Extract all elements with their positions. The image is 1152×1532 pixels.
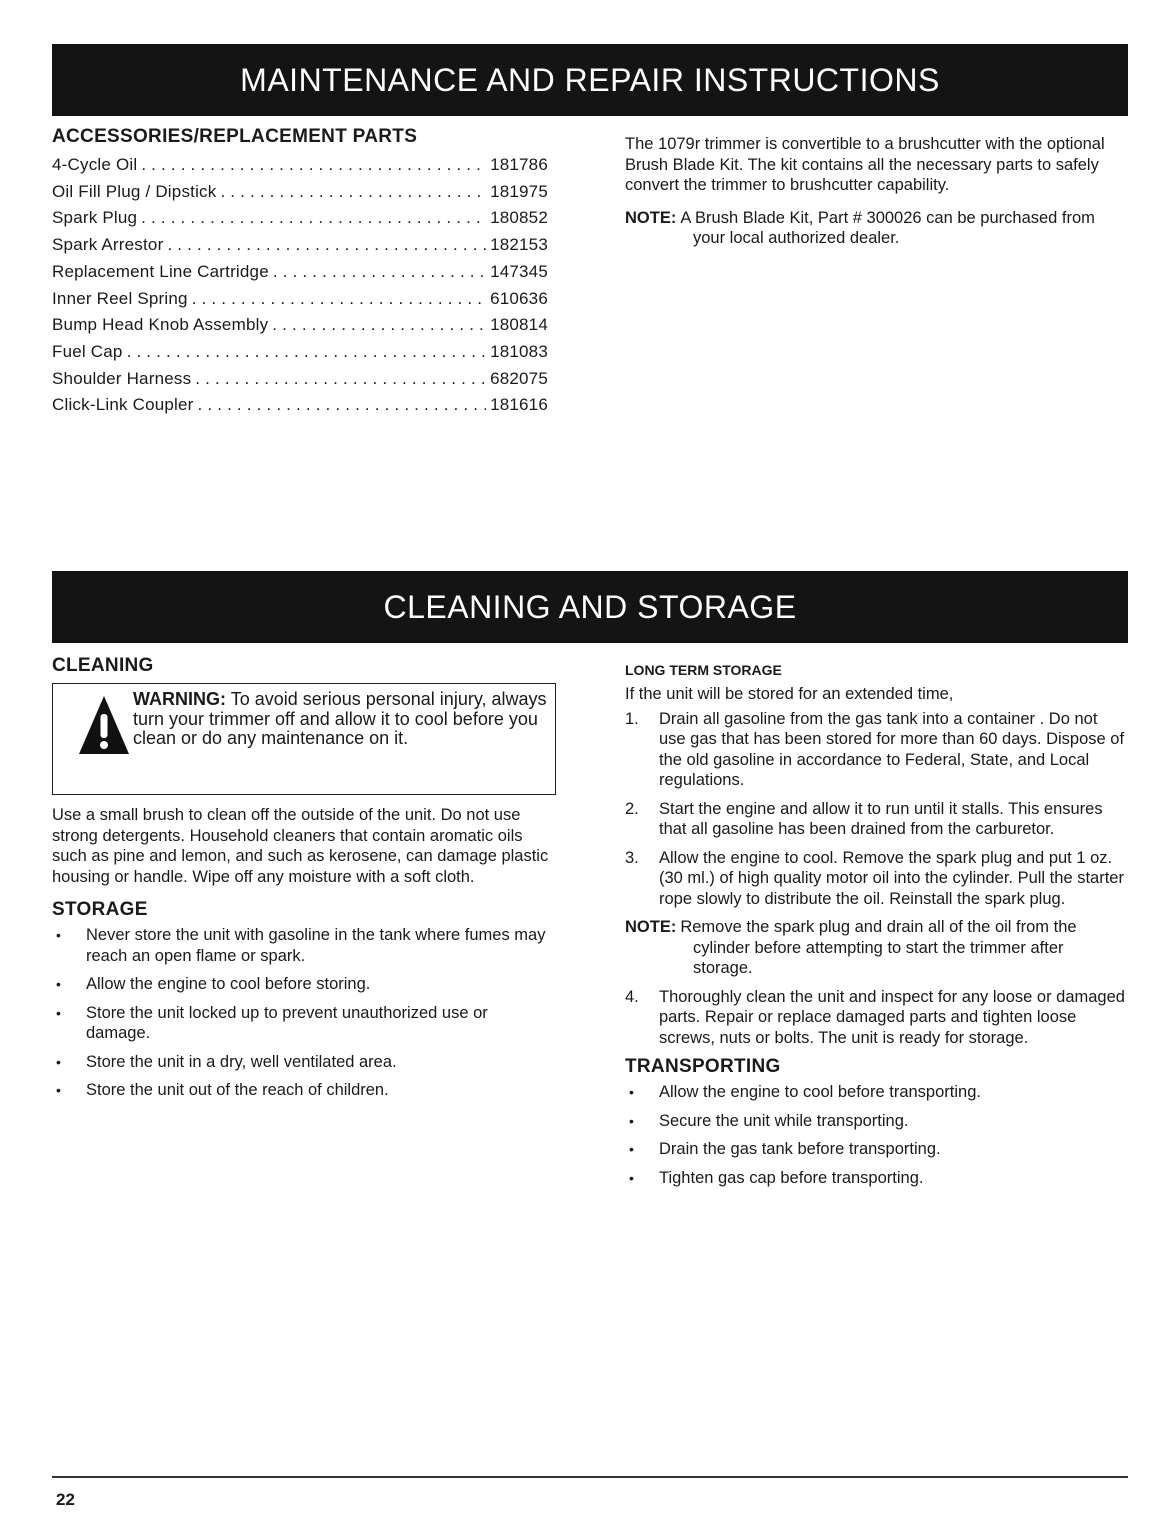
part-number: 182153	[490, 235, 548, 255]
part-name: Click-Link Coupler	[52, 395, 194, 415]
step-number: 2.	[625, 799, 639, 818]
list-item	[625, 987, 1125, 1049]
footer-divider	[52, 1476, 1128, 1478]
part-number: 147345	[490, 261, 548, 281]
transporting-list	[625, 1082, 1125, 1188]
long-term-steps-cont	[625, 987, 1125, 1049]
cleaning-heading: CLEANING	[52, 655, 154, 676]
warning-box	[52, 683, 556, 795]
part-number: 180814	[490, 315, 548, 335]
note-text: Remove the spark plug and drain all of the oil from the cylinder before attempting to start the trimmer after storage.	[680, 918, 1077, 977]
part-name: 4-Cycle Oil	[52, 155, 138, 174]
step-number: 3.	[625, 848, 639, 867]
list-item: • Allow the engine to cool before transporting.	[625, 1082, 1125, 1103]
list-item	[625, 799, 1125, 840]
list-item: • Tighten gas cap before transporting.	[625, 1168, 1125, 1189]
parts-list-item	[52, 366, 548, 393]
part-name: Bump Head Knob Assembly	[52, 315, 269, 335]
step-number: 1.	[625, 709, 639, 728]
list-item	[625, 848, 1125, 910]
parts-list-item	[52, 232, 548, 259]
step-text: Drain all gasoline from the gas tank into a container . Do not use gas that has been stored for more than 60 days. Dispose of the old gasoline in accordance to Federal, State, and Local regulations.	[659, 709, 1125, 789]
note-label: NOTE:	[625, 208, 677, 227]
parts-list	[52, 152, 548, 419]
cleaning-storage-section	[52, 655, 556, 1109]
part-name: Spark Plug	[52, 208, 138, 228]
storage-heading: STORAGE	[52, 899, 148, 920]
accessories-heading: ACCESSORIES/REPLACEMENT PARTS	[52, 126, 418, 147]
step-number: 4.	[625, 987, 639, 1006]
storage-list	[52, 925, 556, 1101]
list-item: • Secure the unit while transporting.	[625, 1111, 1125, 1132]
warning-label: WARNING:	[133, 689, 226, 709]
parts-list-item	[52, 312, 548, 339]
part-number: 181616	[490, 395, 548, 415]
page-number: 22	[56, 1490, 75, 1509]
accessories-section	[52, 126, 548, 419]
list-item: • Drain the gas tank before transporting.	[625, 1139, 1125, 1160]
note-text: A Brush Blade Kit, Part # 300026 can be purchased from your local authorized dealer.	[680, 208, 1095, 247]
long-term-intro: If the unit will be stored for an extended time,	[625, 685, 954, 703]
warning-message: To avoid serious personal injury, always turn your trimmer off and allow it to cool before you clean or do any maintenance on it.	[133, 689, 547, 748]
brushcutter-section	[625, 134, 1125, 249]
maintenance-banner-title: MAINTENANCE AND REPAIR INSTRUCTIONS	[240, 61, 940, 98]
list-item	[625, 709, 1125, 791]
part-number: 610636	[490, 288, 548, 308]
long-term-heading: LONG TERM STORAGE	[625, 662, 782, 678]
parts-list-item	[52, 339, 548, 366]
part-number: 181786	[490, 155, 548, 174]
list-item: • Allow the engine to cool before storing.	[52, 974, 556, 995]
list-item: • Never store the unit with gasoline in the tank where fumes may reach an open flame or spark.	[52, 925, 556, 966]
parts-list-item	[52, 392, 548, 419]
cleaning-text: Use a small brush to clean off the outside of the unit. Do not use strong detergents. Household cleaners that contain aromatic oils such as pine and lemon, and such as kerosene, can damage plastic housing or handle. Wipe off any moisture with a soft cloth.	[52, 806, 549, 886]
part-number: 180852	[490, 208, 548, 228]
part-name: Fuel Cap	[52, 341, 123, 361]
step-text: Start the engine and allow it to run until it stalls. This ensures that all gasoline has been drained from the carburetor.	[659, 799, 1103, 838]
maintenance-banner	[52, 44, 1128, 116]
part-number: 682075	[490, 368, 548, 388]
parts-list-item	[52, 205, 548, 232]
part-number: 181083	[490, 341, 548, 361]
parts-list-item	[52, 286, 548, 313]
part-name: Shoulder Harness	[52, 368, 192, 388]
warning-text	[133, 690, 547, 749]
note-label: NOTE:	[625, 918, 677, 936]
part-name: Oil Fill Plug / Dipstick	[52, 181, 217, 201]
parts-list-item	[52, 152, 548, 179]
long-term-section	[625, 662, 1125, 1196]
list-item: • Store the unit locked up to prevent unauthorized use or damage.	[52, 1003, 556, 1044]
list-item: • Store the unit out of the reach of children.	[52, 1080, 556, 1101]
cleaning-banner	[52, 571, 1128, 643]
part-name: Inner Reel Spring	[52, 288, 188, 308]
parts-list-item	[52, 259, 548, 286]
step-text: Thoroughly clean the unit and inspect for any loose or damaged parts. Repair or replace damaged parts and tighten loose screws, nuts or bolts. The unit is ready for storage.	[659, 987, 1125, 1047]
parts-list-item	[52, 179, 548, 206]
warning-triangle-icon	[77, 694, 131, 756]
storage-note	[625, 917, 1125, 979]
part-name: Spark Arrestor	[52, 235, 164, 255]
brushcutter-note	[625, 208, 1125, 249]
long-term-steps	[625, 709, 1125, 910]
part-name: Replacement Line Cartridge	[52, 261, 269, 281]
list-item: • Store the unit in a dry, well ventilated area.	[52, 1052, 556, 1073]
part-number: 181975	[490, 181, 548, 201]
brushcutter-text: The 1079r trimmer is convertible to a brushcutter with the optional Brush Blade Kit. The kit contains all the necessary parts to safely convert the trimmer to brushcutter capability.	[625, 135, 1105, 194]
step-text: Allow the engine to cool. Remove the spark plug and put 1 oz. (30 ml.) of high quality motor oil into the cylinder. Pull the starter rope slowly to distribute the oil. Reinstall the spark plug.	[659, 848, 1124, 908]
cleaning-banner-title: CLEANING AND STORAGE	[383, 588, 797, 625]
transporting-heading: TRANSPORTING	[625, 1056, 781, 1077]
